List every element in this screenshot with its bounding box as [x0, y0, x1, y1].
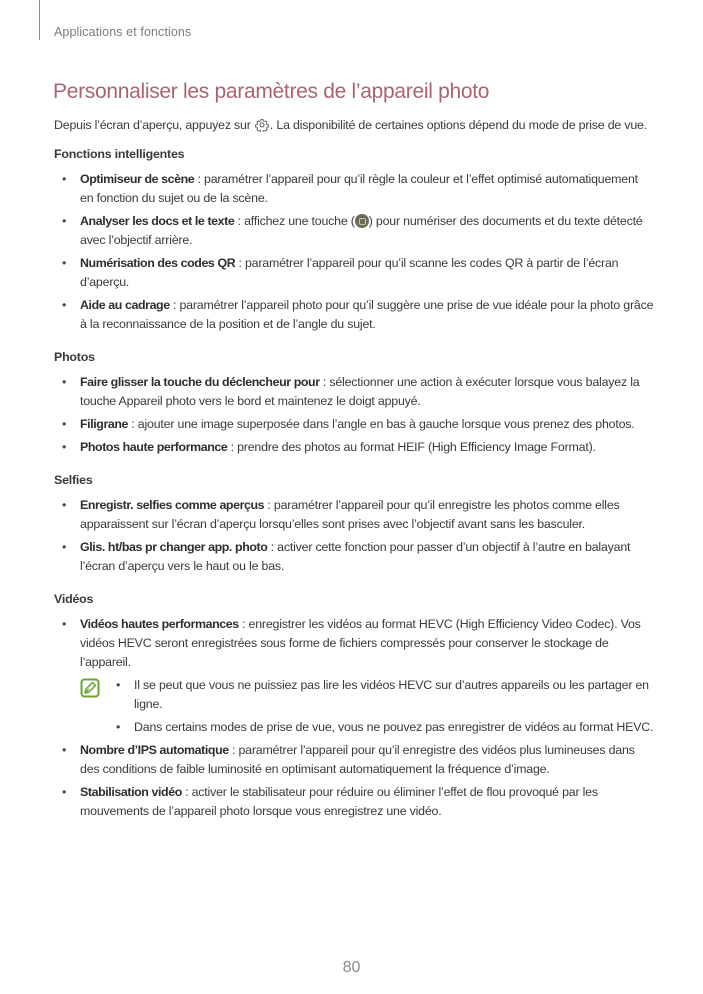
- item-description: : paramétrer l’appareil pour qu’il scanne les codes QR à partir de l’écran d’aperçu.: [80, 256, 619, 289]
- item-description: : prendre des photos au format HEIF (High Efficiency Image Format).: [227, 440, 596, 454]
- gear-icon: [255, 118, 269, 132]
- item-term: Aide au cadrage: [80, 298, 170, 312]
- page-number: 80: [342, 959, 361, 976]
- intro-text-after: . La disponibilité de certaines options dépend du mode de prise de vue.: [269, 118, 647, 132]
- videos-list-continued: [54, 741, 654, 821]
- item-description-continued: ) pour numériser des documents et du texte détecté avec l’objectif arrière.: [80, 214, 643, 247]
- intro-text-before: Depuis l’écran d’aperçu, appuyez sur: [54, 118, 254, 132]
- list-item: [54, 538, 654, 576]
- item-description: : paramétrer l’appareil pour qu’il enregistre des vidéos plus lumineuses dans des conditions de faible luminosité en optimisant automatiquement la fréquence d’image.: [80, 743, 635, 776]
- item-term: Numérisation des codes QR: [80, 256, 236, 270]
- item-description: : activer le stabilisateur pour réduire ou éliminer l’effet de flou provoqué par les mouvements de l’appareil photo lorsque vous enregistrez une vidéo.: [80, 785, 598, 818]
- item-term: Optimiseur de scène: [80, 172, 195, 186]
- smart-features-list: [54, 170, 654, 334]
- item-description: : ajouter une image superposée dans l’angle en bas à gauche lorsque vous prenez des photos.: [128, 417, 635, 431]
- list-item: [54, 741, 654, 779]
- list-item: [54, 296, 654, 334]
- note-block: [54, 676, 654, 737]
- chapter-header: Applications et fonctions: [54, 25, 192, 39]
- selfies-list: [54, 496, 654, 576]
- item-term: Vidéos hautes performances: [80, 617, 239, 631]
- list-item: [54, 415, 654, 434]
- item-description: : paramétrer l’appareil pour qu’il règle la couleur et l’effet optimisé automatiquement en fonction du sujet ou de la scène.: [80, 172, 638, 205]
- item-term: Analyser les docs et le texte: [80, 214, 235, 228]
- list-item: [54, 783, 654, 821]
- item-term: Photos haute performance: [80, 440, 228, 454]
- item-term: Stabilisation vidéo: [80, 785, 182, 799]
- page-margin-rule: [39, 0, 40, 40]
- item-description: : activer cette fonction pour passer d’un objectif à l’autre en balayant l’écran d’aperçu vers le haut ou le bas.: [80, 540, 631, 573]
- item-description: : paramétrer l’appareil photo pour qu’il suggère une prise de vue idéale pour la photo grâce à la reconnaissance de la position et de l’angle du sujet.: [80, 298, 654, 331]
- page-title: Personnaliser les paramètres de l’appareil photo: [53, 80, 490, 103]
- item-description: : sélectionner une action à exécuter lorsque vous balayez la touche Appareil photo vers le bord et maintenez le doigt appuyé.: [80, 375, 640, 408]
- photos-list: [54, 373, 654, 457]
- list-item: [54, 373, 654, 411]
- scan-document-icon: [355, 214, 369, 228]
- item-description: : enregistrer les vidéos au format HEVC (High Efficiency Video Codec). Vos vidéos HEVC seront enregistrées sous forme de fichiers compressés pour conserver le stockage de l’appareil.: [80, 617, 641, 669]
- section-title-photos: Photos: [54, 350, 95, 364]
- note-item: • Dans certains modes de prise de vue, vous ne pouvez pas enregistrer de vidéos au format HEVC.: [108, 718, 654, 737]
- item-term: Glis. ht/bas pr changer app. photo: [80, 540, 268, 554]
- item-term: Enregistr. selfies comme aperçus: [80, 498, 265, 512]
- list-item: [54, 496, 654, 534]
- videos-list: [54, 615, 654, 672]
- list-item: [54, 438, 654, 457]
- list-item: [54, 254, 654, 292]
- list-item: [54, 212, 654, 250]
- list-item: [54, 170, 654, 208]
- item-description: : affichez une touche (: [234, 214, 355, 228]
- note-list: [108, 676, 654, 737]
- item-term: Filigrane: [80, 417, 129, 431]
- section-title-smart: Fonctions intelligentes: [54, 147, 185, 161]
- section-title-videos: Vidéos: [54, 592, 94, 606]
- document-body: [54, 116, 654, 825]
- note-item: • Il se peut que vous ne puissiez pas lire les vidéos HEVC sur d’autres appareils ou les partager en ligne.: [108, 676, 654, 714]
- note-pencil-icon: [80, 678, 100, 698]
- intro-paragraph: [54, 116, 654, 135]
- section-title-selfies: Selfies: [54, 473, 93, 487]
- item-term: Faire glisser la touche du déclencheur pour: [80, 375, 320, 389]
- list-item: [54, 615, 654, 672]
- item-term: Nombre d’IPS automatique: [80, 743, 229, 757]
- item-description: : paramétrer l’appareil pour qu’il enregistre les photos comme elles apparaissent sur l’écran d’aperçu lorsqu’elles sont prises avec l’objectif avant sans les basculer.: [80, 498, 620, 531]
